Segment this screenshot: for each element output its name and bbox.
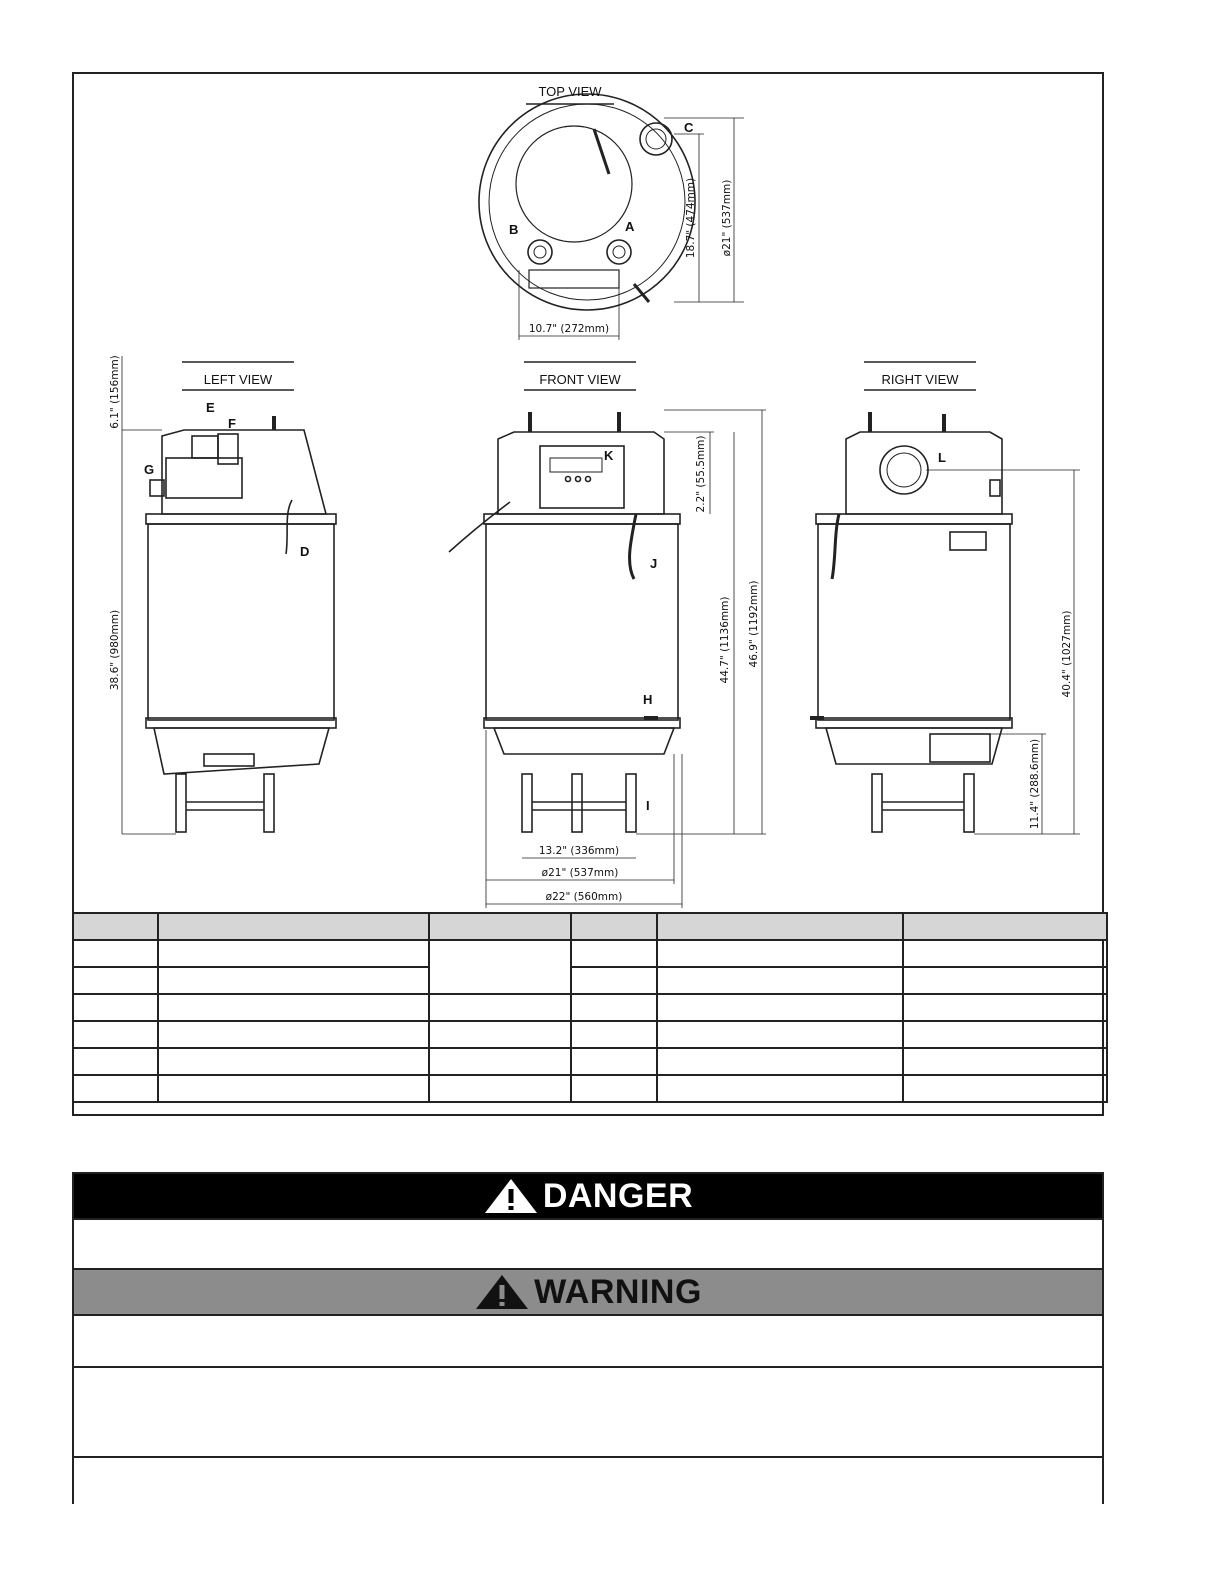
parts-table xyxy=(72,912,1108,1103)
warning-banner xyxy=(74,1270,1102,1314)
danger-body xyxy=(74,1218,1102,1270)
drawing-frame xyxy=(72,72,1104,1116)
warning-triangle-icon xyxy=(474,1273,530,1311)
front-view-title: FRONT VIEW xyxy=(539,372,621,387)
danger-notice xyxy=(72,1172,1104,1270)
warning-body-2 xyxy=(74,1366,1102,1456)
dimension-drawing xyxy=(74,74,1106,914)
callout-h: H xyxy=(643,692,653,707)
dim-left-top: 6.1" (156mm) xyxy=(109,355,121,429)
table-row xyxy=(73,967,1107,994)
table-row xyxy=(73,1021,1107,1048)
callout-i: I xyxy=(646,798,650,813)
dim-top-depth: 18.7" (474mm) xyxy=(685,177,697,259)
callout-b: B xyxy=(509,222,519,237)
callout-e: E xyxy=(206,400,215,415)
callout-d: D xyxy=(300,544,310,559)
dim-front-inlet: 2.2" (55.5mm) xyxy=(695,435,707,513)
table-header-row xyxy=(73,913,1107,940)
warning-body-1 xyxy=(74,1314,1102,1366)
dim-left-height: 38.6" (980mm) xyxy=(109,609,121,691)
warning-triangle-icon xyxy=(483,1177,539,1215)
callout-g: G xyxy=(144,462,155,477)
callout-c: C xyxy=(684,120,694,135)
dim-front-height: 44.7" (1136mm) xyxy=(719,596,731,684)
table-row xyxy=(73,994,1107,1021)
table-row xyxy=(73,1048,1107,1075)
table-row xyxy=(73,940,1107,967)
danger-banner xyxy=(74,1174,1102,1218)
warning-body-3 xyxy=(74,1456,1102,1506)
left-view-title: LEFT VIEW xyxy=(203,372,273,387)
dim-front-legs: 13.2" (336mm) xyxy=(538,845,620,857)
dim-right-flue: 11.4" (288.6mm) xyxy=(1029,738,1041,830)
dim-right-height: 40.4" (1027mm) xyxy=(1061,610,1073,698)
callout-l: L xyxy=(938,450,946,465)
callout-k: K xyxy=(604,448,614,463)
callout-f: F xyxy=(228,416,236,431)
dim-top-diameter: ø21" (537mm) xyxy=(721,179,733,257)
callout-a: A xyxy=(625,219,635,234)
top-view xyxy=(479,94,744,340)
dim-front-dia22: ø22" (560mm) xyxy=(545,891,623,903)
warning-label: WARNING xyxy=(534,1272,702,1311)
table-row xyxy=(73,1075,1107,1102)
dim-front-dia21: ø21" (537mm) xyxy=(541,867,619,879)
dim-front-total: 46.9" (1192mm) xyxy=(748,580,760,668)
top-view-title: TOP VIEW xyxy=(538,84,602,99)
right-view-title: RIGHT VIEW xyxy=(881,372,959,387)
danger-label: DANGER xyxy=(542,1176,694,1215)
warning-notice xyxy=(72,1268,1104,1504)
dim-top-width: 10.7" (272mm) xyxy=(528,323,610,335)
callout-j: J xyxy=(650,556,658,571)
